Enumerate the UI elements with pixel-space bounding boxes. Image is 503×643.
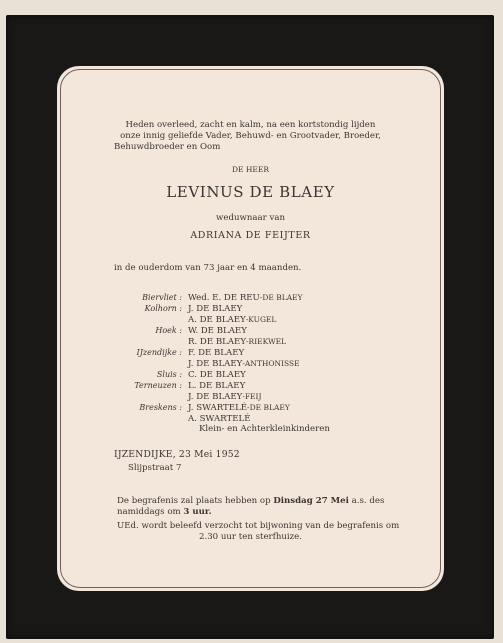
mourner-name: A. DE BLAEY — [188, 315, 246, 325]
mourner-name: R. DE BLAEY — [188, 337, 247, 347]
funeral-line-4: 2.30 uur ten sterfhuize. — [199, 532, 302, 542]
mourner-name: J. DE BLAEY — [188, 304, 243, 314]
funeral-line-1-tail: a.s. des — [348, 496, 385, 506]
mourner-place: Breskens : — [139, 403, 182, 412]
mourner-place: IJzendijke : — [136, 348, 182, 357]
funeral-line-3: UEd. wordt beleefd verzocht tot bijwoning van de begrafenis om — [117, 521, 400, 531]
mourner-name: J. DE BLAEY — [188, 392, 243, 402]
mourner-name: J. SWARTELÉ — [188, 403, 248, 413]
funeral-line-1 — [117, 496, 384, 507]
mourner-name: J. DE BLAEY — [188, 359, 243, 369]
funeral-line-2 — [117, 507, 212, 518]
age-line: in de ouderdom van 73 jaar en 4 maanden. — [114, 263, 302, 273]
grandchildren-line: Klein- en Achterkleinkinderen — [199, 424, 330, 434]
mourner-place: Terneuzen : — [134, 381, 182, 390]
mourner-suffix: -DE BLAEY — [259, 293, 303, 302]
funeral-date: Dinsdag 27 Mei — [273, 496, 349, 506]
widower-label: weduwnaar van — [216, 213, 285, 223]
funeral-time: 3 uur. — [183, 507, 212, 517]
mourner-suffix: -KUGEL — [245, 315, 277, 324]
opening-line-2: onze innig geliefde Vader, Behuwd- en Grootvader, Broeder, — [120, 131, 381, 141]
address: Slijpstraat 7 — [128, 463, 182, 473]
opening-line-3: Behuwdbroeder en Oom — [114, 142, 221, 152]
place-date: IJZENDIJKE, 23 Mei 1952 — [114, 449, 240, 460]
heer-label: DE HEER — [231, 165, 269, 174]
mourner-place: Sluis : — [156, 370, 182, 379]
mourner-suffix: -RIEKWEL — [246, 337, 287, 346]
mourner-suffix: -DE BLAEY — [247, 403, 290, 412]
mourner-name: F. DE BLAEY — [188, 348, 245, 358]
mourner-name: A. SWARTELÉ — [188, 414, 251, 424]
mourner-place: Biervliet : — [142, 293, 182, 302]
mourner-place: Hoek : — [155, 326, 182, 335]
deceased-name: LEVINUS DE BLAEY — [166, 183, 335, 201]
spouse-name: ADRIANA DE FEIJTER — [190, 230, 311, 241]
mourner-suffix: -ANTHONISSE — [242, 359, 300, 368]
funeral-line-2-text: namiddags om — [117, 507, 184, 517]
funeral-line-1-text: De begrafenis zal plaats hebben op — [117, 496, 274, 506]
mourner-name: C. DE BLAEY — [188, 370, 246, 380]
opening-line-1: Heden overleed, zacht en kalm, na een kortstondig lijden — [125, 120, 376, 130]
mourner-name: W. DE BLAEY — [188, 326, 247, 336]
mourner-name: L. DE BLAEY — [188, 381, 246, 391]
card-content-panel — [57, 66, 444, 591]
mourner-name: Wed. E. DE REU — [188, 293, 260, 303]
mourner-place: Kolhorn : — [144, 304, 182, 313]
mourner-suffix: -FEIJ — [242, 392, 262, 401]
